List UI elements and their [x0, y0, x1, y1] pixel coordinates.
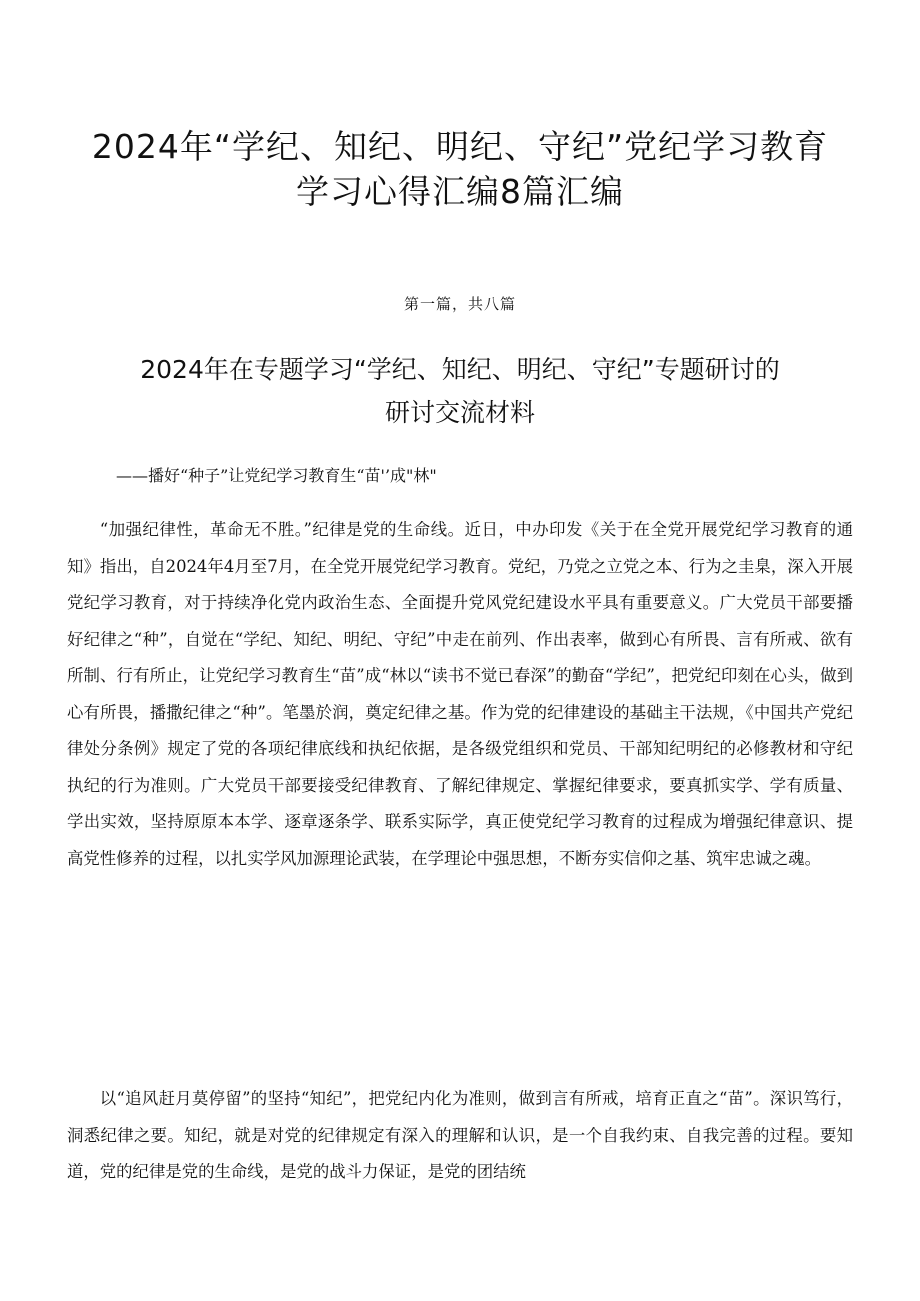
- section-title-line-2: 研讨交流材料: [384, 398, 535, 427]
- body-paragraph-2: 以“追风赶月莫停留”的坚持“知纪”，把党纪内化为准则，做到言有所戒，培育正直之“苗”。深识笃行，洞悉纪律之要。知纪，就是对党的纪律规定有深入的理解和认识，是一个自我约束、自我完善的过程。要知道，党的纪律是党的生命线，是党的战斗力保证，是党的团结统: [67, 1089, 853, 1181]
- section-title-line-1: 2024年在专题学习“学纪、知纪、明纪、守纪”专题研讨的: [140, 355, 780, 384]
- body-paragraph-1: “加强纪律性，革命无不胜。”纪律是党的生命线。近日，中办印发《关于在全党开展党纪学习教育的通知》指出，自2024年4月至7月，在全党开展党纪学习教育。党纪，乃党之立党之本、行为之圭臬，深入开展党纪学习教育，对于持续净化党内政治生态、全面提升党风党纪建设水平具有重要意义。广大党员干部要播好纪律之“种”，自觉在“学纪、知纪、明纪、守纪”中走在前列、作出表率，做到心有所畏、言有所戒、欲有所制、行有所止，让党纪学习教育生“苗”成“林以“读书不觉已春深”的勤奋“学纪”，把党纪印刻在心头，做到心有所畏，播撒纪律之“种”。笔墨於润，奠定纪律之基。作为党的纪律建设的基础主干法规，《中国共产党纪律处分条例》规定了党的各项纪律底线和执纪依据，是各级党组织和党员、干部知纪明纪的必修教材和守纪执纪的行为准则。广大党员干部要接受纪律教育、了解纪律规定、掌握纪律要求，要真抓实学、学有质量、学出实效，坚持原原本本学、逐章逐条学、联系实际学，真正使党纪学习教育的过程成为增强纪律意识、提高党性修养的过程，以扎实学风加源理论武装，在学理论中强思想，不断夯实信仰之基、筑牢忠诚之魂。: [67, 520, 853, 868]
- part-label: 第一篇，共八篇: [403, 295, 516, 313]
- section-tagline: ——播好“种子”让党纪学习教育生“苗'’成"林": [116, 466, 437, 485]
- document-title-line-2: 学习心得汇编8篇汇编: [296, 172, 624, 211]
- document-title-line-1: 2024年“学纪、知纪、明纪、守纪”党纪学习教育: [91, 127, 829, 166]
